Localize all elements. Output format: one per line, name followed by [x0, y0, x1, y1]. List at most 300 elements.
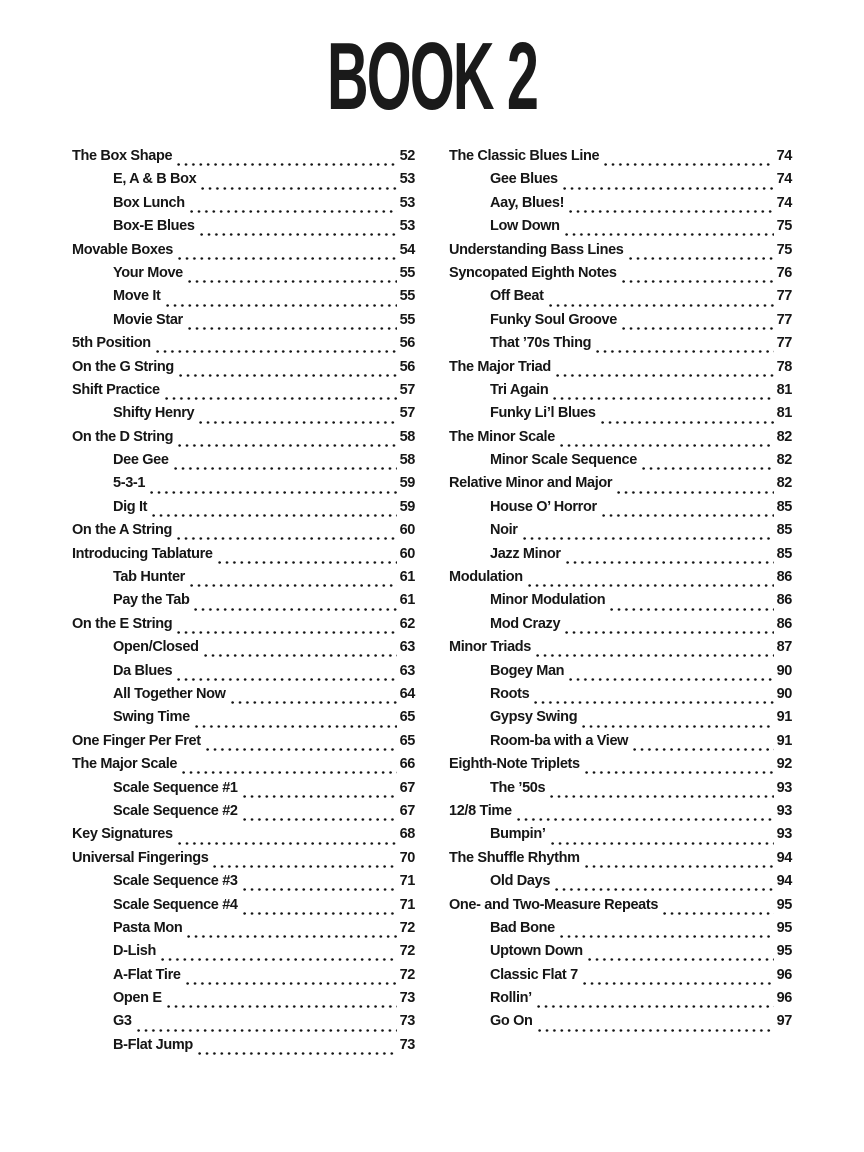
toc-subentry: [449, 663, 792, 686]
dot-leader: [194, 592, 396, 615]
dot-leader: [198, 1037, 397, 1060]
toc-entry-title: Scale Sequence #2: [113, 802, 238, 819]
toc-page-number: 67: [399, 779, 415, 796]
toc-subentry: [449, 452, 792, 475]
toc-subentry: [449, 499, 792, 522]
dot-leader: [178, 429, 396, 452]
toc-subentry: [449, 312, 792, 335]
toc-subentry: [72, 1037, 415, 1060]
toc-entry-title: Scale Sequence #3: [113, 873, 238, 890]
toc-page-number: 77: [776, 288, 792, 305]
toc-entry-title: Dee Gee: [113, 452, 169, 469]
dot-leader: [553, 382, 773, 405]
book-title: BOOK 2: [326, 23, 538, 130]
toc-page-number: 56: [399, 358, 415, 375]
dot-leader: [178, 826, 397, 849]
toc-entry-title: Bad Bone: [490, 919, 555, 936]
toc-entry-title: Tab Hunter: [113, 569, 185, 586]
dot-leader: [174, 452, 397, 475]
toc-page-number: 60: [399, 545, 415, 562]
toc-entry-title: Mod Crazy: [490, 615, 561, 632]
toc-entry: [449, 429, 792, 452]
toc-subentry: [72, 920, 415, 943]
dot-leader: [585, 850, 774, 873]
dot-leader: [556, 359, 774, 382]
toc-page-number: 52: [399, 148, 415, 164]
toc-entry: [449, 639, 792, 662]
toc-entry-title: Roots: [490, 685, 530, 702]
toc-entry-title: Eighth-Note Triplets: [449, 756, 580, 773]
dot-leader: [569, 663, 773, 686]
toc-entry-title: Key Signatures: [72, 826, 173, 843]
toc-subentry: [72, 195, 415, 218]
toc-page-number: 58: [399, 428, 415, 445]
toc-page-number: 82: [776, 475, 792, 492]
dot-leader: [569, 195, 774, 218]
dot-leader: [179, 359, 397, 382]
toc-entry-title: That ’70s Thing: [490, 335, 592, 352]
toc-subentry: [449, 780, 792, 803]
dot-leader: [137, 1013, 397, 1036]
dot-leader: [566, 546, 774, 569]
toc-page-number: 90: [776, 685, 792, 702]
toc-page-number: 58: [399, 452, 415, 469]
toc-entry-title: Classic Flat 7: [490, 966, 578, 983]
dot-leader: [165, 382, 397, 405]
toc-entry: [72, 756, 415, 779]
toc-entry-title: Box Lunch: [113, 194, 185, 211]
toc-entry-title: Minor Scale Sequence: [490, 452, 637, 469]
dot-leader: [213, 850, 396, 873]
toc-entry-title: 5th Position: [72, 335, 151, 352]
toc-entry-title: On the D String: [72, 428, 174, 445]
toc-subentry: [449, 335, 792, 358]
toc-entry-title: Minor Modulation: [490, 592, 606, 609]
toc-entry-title: Open/Closed: [113, 639, 199, 656]
toc-page-number: 90: [776, 662, 792, 679]
toc-subentry: [449, 405, 792, 428]
toc-page-number: 86: [776, 569, 792, 586]
toc-subentry: [449, 218, 792, 241]
toc-page-number: 55: [399, 311, 415, 328]
toc-entry-title: Go On: [490, 1013, 533, 1030]
dot-leader: [563, 171, 774, 194]
dot-leader: [622, 312, 774, 335]
toc-page-number: 93: [776, 802, 792, 819]
toc-subentry: [72, 967, 415, 990]
dot-leader: [610, 592, 773, 615]
dot-leader: [177, 663, 396, 686]
toc-entry-title: One Finger Per Fret: [72, 732, 201, 749]
toc-page-number: 97: [776, 1013, 792, 1030]
dot-leader: [585, 756, 774, 779]
toc-entry: [449, 803, 792, 826]
toc-subentry: [72, 803, 415, 826]
toc-page-number: 64: [399, 685, 415, 702]
dot-leader: [177, 148, 396, 171]
toc-entry: [449, 148, 792, 171]
toc-page-number: 95: [776, 919, 792, 936]
toc-subentry: [72, 663, 415, 686]
dot-leader: [243, 873, 397, 896]
toc-entry-title: The Major Triad: [449, 358, 551, 375]
dot-leader: [536, 639, 774, 662]
toc-page-number: 57: [399, 405, 415, 422]
toc-page-number: 74: [776, 194, 792, 211]
title-area: [0, 0, 864, 130]
dot-leader: [642, 452, 774, 475]
dot-leader: [629, 242, 774, 265]
toc-entry: [449, 265, 792, 288]
toc-subentry: [449, 733, 792, 756]
toc-entry-title: Movable Boxes: [72, 241, 174, 258]
toc-page-number: 68: [399, 826, 415, 843]
toc-entry-title: One- and Two-Measure Repeats: [449, 896, 659, 913]
toc-entry-title: Bogey Man: [490, 662, 565, 679]
toc-entry-title: Your Move: [113, 264, 183, 281]
toc-entry: [72, 148, 415, 171]
toc-entry-title: Scale Sequence #1: [113, 779, 238, 796]
toc-page-number: 76: [776, 264, 792, 281]
toc-entry: [72, 335, 415, 358]
toc-entry-title: 5-3-1: [113, 475, 146, 492]
dot-leader: [188, 312, 397, 335]
toc-subentry: [449, 943, 792, 966]
toc-entry: [72, 242, 415, 265]
dot-leader: [218, 546, 397, 569]
toc-subentry: [72, 686, 415, 709]
dot-leader: [549, 288, 774, 311]
toc-page-number: 91: [776, 732, 792, 749]
dot-leader: [200, 218, 397, 241]
toc-page-number: 62: [399, 615, 415, 632]
toc-entry: [72, 382, 415, 405]
toc-subentry: [72, 1013, 415, 1036]
dot-leader: [560, 429, 774, 452]
toc-entry: [449, 359, 792, 382]
dot-leader: [523, 522, 774, 545]
dot-leader: [243, 897, 397, 920]
toc-entry-title: Old Days: [490, 873, 551, 890]
toc-subentry: [449, 1013, 792, 1036]
dot-leader: [177, 522, 397, 545]
toc-page-number: 72: [399, 919, 415, 936]
dot-leader: [617, 475, 773, 498]
toc-entry-title: Noir: [490, 522, 518, 539]
toc-page-number: 53: [399, 194, 415, 211]
toc-entry: [72, 826, 415, 849]
toc-page-number: 82: [776, 452, 792, 469]
toc-entry-title: Low Down: [490, 218, 560, 235]
toc-subentry: [72, 288, 415, 311]
toc-subentry: [72, 709, 415, 732]
toc-entry: [449, 756, 792, 779]
toc-subentry: [449, 382, 792, 405]
toc-page-number: 91: [776, 709, 792, 726]
toc-entry-title: Introducing Tablature: [72, 545, 213, 562]
dot-leader: [231, 686, 397, 709]
toc-subentry: [72, 452, 415, 475]
toc-page-number: 85: [776, 498, 792, 515]
toc-entry-title: Open E: [113, 990, 162, 1007]
toc-page-number: 96: [776, 990, 792, 1007]
toc-page-number: 77: [776, 311, 792, 328]
toc-subentry: [72, 499, 415, 522]
dot-leader: [604, 148, 773, 171]
toc-column-left: [72, 148, 415, 1060]
toc-page-number: 86: [776, 615, 792, 632]
dot-leader: [199, 405, 396, 428]
toc-subentry: [72, 639, 415, 662]
toc-page-number: 75: [776, 218, 792, 235]
toc-columns: [0, 126, 864, 1060]
toc-entry: [449, 475, 792, 498]
toc-entry-title: On the G String: [72, 358, 174, 375]
dot-leader: [601, 405, 774, 428]
toc-page-number: 86: [776, 592, 792, 609]
dot-leader: [186, 967, 397, 990]
toc-page-number: 57: [399, 381, 415, 398]
toc-entry-title: Gee Blues: [490, 171, 558, 188]
dot-leader: [602, 499, 774, 522]
toc-entry: [449, 242, 792, 265]
toc-subentry: [72, 569, 415, 592]
toc-entry-title: Room-ba with a View: [490, 732, 629, 749]
toc-page-number: 81: [776, 405, 792, 422]
toc-entry-title: G3: [113, 1013, 132, 1030]
toc-entry-title: Uptown Down: [490, 943, 583, 960]
toc-entry: [72, 850, 415, 873]
dot-leader: [150, 475, 396, 498]
toc-page-number: 54: [399, 241, 415, 258]
toc-entry-title: Minor Triads: [449, 639, 532, 656]
toc-subentry: [449, 522, 792, 545]
dot-leader: [596, 335, 773, 358]
toc-entry-title: Tri Again: [490, 381, 549, 398]
toc-subentry: [449, 288, 792, 311]
toc-page-number: 70: [399, 849, 415, 866]
toc-entry-title: Move It: [113, 288, 161, 305]
toc-entry-title: All Together Now: [113, 685, 226, 702]
dot-leader: [583, 967, 774, 990]
toc-entry-title: 12/8 Time: [449, 802, 512, 819]
toc-subentry: [72, 171, 415, 194]
dot-leader: [537, 990, 774, 1013]
toc-subentry: [72, 218, 415, 241]
toc-page-number: 82: [776, 428, 792, 445]
dot-leader: [167, 990, 397, 1013]
toc-page-number: 94: [776, 849, 792, 866]
toc-subentry: [449, 920, 792, 943]
toc-subentry: [72, 873, 415, 896]
toc-entry: [72, 733, 415, 756]
dot-leader: [555, 873, 774, 896]
toc-page-number: 63: [399, 639, 415, 656]
toc-subentry: [72, 312, 415, 335]
toc-entry: [449, 569, 792, 592]
toc-page-number: 95: [776, 943, 792, 960]
toc-entry: [72, 429, 415, 452]
toc-page-number: 59: [399, 498, 415, 515]
toc-subentry: [449, 709, 792, 732]
toc-entry-title: On the A String: [72, 522, 173, 539]
toc-page-number: 71: [399, 896, 415, 913]
dot-leader: [190, 569, 397, 592]
toc-entry-title: Pay the Tab: [113, 592, 190, 609]
toc-page-number: 95: [776, 896, 792, 913]
toc-subentry: [449, 546, 792, 569]
toc-page-number: 72: [399, 966, 415, 983]
dot-leader: [190, 195, 397, 218]
toc-subentry: [72, 592, 415, 615]
toc-page-number: 53: [399, 218, 415, 235]
toc-page-number: 73: [399, 1013, 415, 1030]
toc-page-number: 55: [399, 264, 415, 281]
dot-leader: [182, 756, 396, 779]
toc-entry-title: Relative Minor and Major: [449, 475, 613, 492]
toc-entry-title: Off Beat: [490, 288, 544, 305]
toc-subentry: [449, 686, 792, 709]
dot-leader: [534, 686, 773, 709]
dot-leader: [517, 803, 774, 826]
toc-page-number: 66: [399, 756, 415, 773]
toc-subentry: [72, 780, 415, 803]
toc-entry-title: The Box Shape: [72, 148, 173, 164]
toc-subentry: [72, 897, 415, 920]
toc-entry-title: Jazz Minor: [490, 545, 561, 562]
toc-page-number: 60: [399, 522, 415, 539]
toc-page-number: 87: [776, 639, 792, 656]
toc-page-number: 72: [399, 943, 415, 960]
toc-column-right: [449, 148, 792, 1060]
toc-page-number: 73: [399, 990, 415, 1007]
toc-page-number: 85: [776, 522, 792, 539]
dot-leader: [528, 569, 774, 592]
toc-subentry: [449, 990, 792, 1013]
toc-entry-title: Funky Li’l Blues: [490, 405, 596, 422]
toc-entry-title: A-Flat Tire: [113, 966, 181, 983]
toc-subentry: [72, 990, 415, 1013]
toc-page-number: 93: [776, 779, 792, 796]
dot-leader: [177, 616, 396, 639]
dot-leader: [622, 265, 774, 288]
toc-entry-title: Rollin’: [490, 990, 532, 1007]
dot-leader: [161, 943, 397, 966]
toc-entry-title: Bumpin’: [490, 826, 546, 843]
toc-subentry: [72, 405, 415, 428]
toc-subentry: [449, 171, 792, 194]
toc-entry-title: Box-E Blues: [113, 218, 195, 235]
dot-leader: [565, 218, 774, 241]
dot-leader: [565, 616, 773, 639]
toc-entry-title: Gypsy Swing: [490, 709, 578, 726]
toc-page-number: 53: [399, 171, 415, 188]
toc-entry-title: On the E String: [72, 615, 173, 632]
dot-leader: [166, 288, 397, 311]
toc-subentry: [449, 616, 792, 639]
toc-entry-title: The Major Scale: [72, 756, 178, 773]
toc-entry-title: Pasta Mon: [113, 919, 183, 936]
dot-leader: [663, 897, 773, 920]
toc-entry-title: Shift Practice: [72, 381, 160, 398]
dot-leader: [156, 335, 397, 358]
dot-leader: [204, 639, 397, 662]
toc-page-number: 75: [776, 241, 792, 258]
dot-leader: [188, 265, 397, 288]
toc-page-number: 92: [776, 756, 792, 773]
toc-page-number: 55: [399, 288, 415, 305]
toc-page-number: 96: [776, 966, 792, 983]
toc-entry-title: Syncopated Eighth Notes: [449, 264, 617, 281]
toc-subentry: [72, 475, 415, 498]
toc-entry-title: B-Flat Jump: [113, 1036, 193, 1053]
toc-subentry: [72, 265, 415, 288]
toc-page-number: 61: [399, 592, 415, 609]
toc-entry-title: The ’50s: [490, 779, 546, 796]
toc-page-number: 63: [399, 662, 415, 679]
toc-page-number: 78: [776, 358, 792, 375]
toc-entry: [72, 546, 415, 569]
toc-page-number: 71: [399, 873, 415, 890]
toc-entry: [449, 850, 792, 873]
dot-leader: [538, 1013, 774, 1036]
toc-page-number: 94: [776, 873, 792, 890]
toc-entry: [449, 897, 792, 920]
dot-leader: [243, 780, 397, 803]
toc-entry-title: Movie Star: [113, 311, 183, 328]
dot-leader: [187, 920, 396, 943]
toc-subentry: [72, 943, 415, 966]
toc-entry-title: The Minor Scale: [449, 428, 555, 445]
toc-subentry: [449, 826, 792, 849]
toc-page-number: 67: [399, 802, 415, 819]
dot-leader: [178, 242, 397, 265]
toc-page-number: 65: [399, 709, 415, 726]
toc-page-number: 61: [399, 569, 415, 586]
toc-entry-title: Dig It: [113, 498, 148, 515]
dot-leader: [633, 733, 773, 756]
toc-entry-title: Funky Soul Groove: [490, 311, 617, 328]
toc-entry: [72, 522, 415, 545]
dot-leader: [243, 803, 397, 826]
toc-entry: [72, 359, 415, 382]
dot-leader: [550, 780, 773, 803]
toc-page-number: 85: [776, 545, 792, 562]
toc-page-number: 56: [399, 335, 415, 352]
toc-subentry: [449, 592, 792, 615]
toc-page-number: 74: [776, 148, 792, 164]
dot-leader: [582, 709, 773, 732]
toc-subentry: [449, 873, 792, 896]
toc-entry-title: Aay, Blues!: [490, 194, 565, 211]
dot-leader: [195, 709, 397, 732]
toc-entry-title: Swing Time: [113, 709, 190, 726]
dot-leader: [152, 499, 396, 522]
toc-subentry: [449, 967, 792, 990]
toc-entry-title: D-Lish: [113, 943, 157, 960]
toc-page-number: 93: [776, 826, 792, 843]
toc-entry-title: Shifty Henry: [113, 405, 195, 422]
toc-entry: [72, 616, 415, 639]
toc-page-number: 65: [399, 732, 415, 749]
dot-leader: [551, 826, 774, 849]
toc-subentry: [449, 195, 792, 218]
toc-page-number: 74: [776, 171, 792, 188]
toc-entry-title: The Shuffle Rhythm: [449, 849, 580, 866]
toc-entry-title: Universal Fingerings: [72, 849, 209, 866]
toc-page-number: 77: [776, 335, 792, 352]
toc-entry-title: Scale Sequence #4: [113, 896, 238, 913]
